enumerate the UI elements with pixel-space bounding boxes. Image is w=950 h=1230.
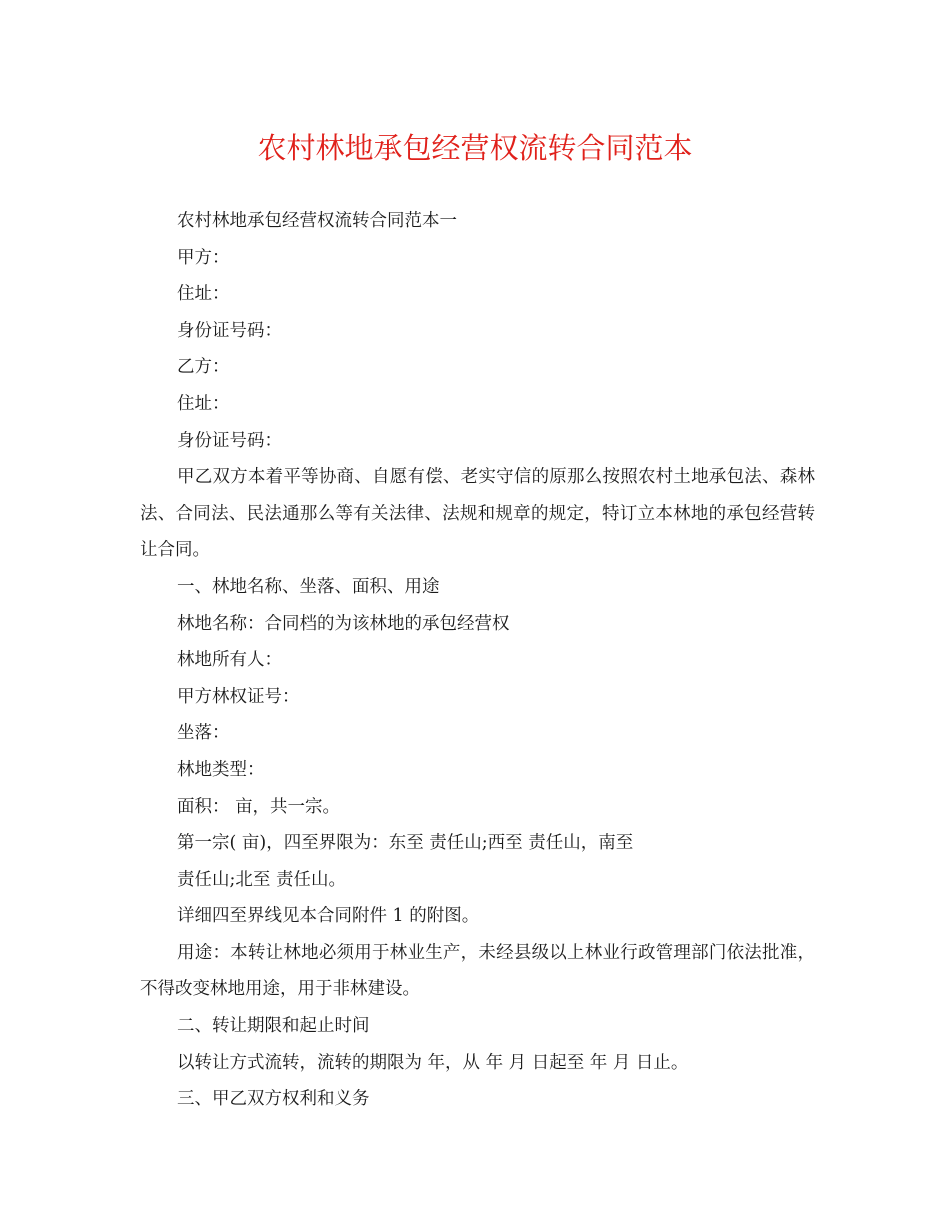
party-a-address: 住址： — [177, 284, 230, 305]
party-b-label: 乙方： — [177, 357, 230, 378]
party-a-label: 甲方： — [177, 247, 230, 268]
boundary-appendix-note: 详细四至界线见本合同附件 1 的附图。 — [177, 906, 480, 927]
contract-subtitle: 农村林地承包经营权流转合同范本一 — [177, 211, 457, 231]
forest-owner: 林地所有人： — [177, 650, 282, 671]
party-a-id-number: 身份证号码： — [177, 320, 282, 341]
usage-paragraph: 用途：本转让林地必须用于林业生产，未经县级以上林业行政管理部门依法批准，不得改变林地用途，用于非林建设。 — [140, 942, 815, 1000]
location: 坐落： — [177, 723, 230, 744]
party-b-id-number: 身份证号码： — [177, 430, 282, 451]
forest-name: 林地名称：合同档的为该林地的承包经营权 — [177, 613, 510, 634]
preamble-paragraph: 甲乙双方本着平等协商、自愿有偿、老实守信的原那么按照农村土地承包法、森林法、合同法、民法通那么等有关法律、法规和规章的规定，特订立本林地的承包经营转让合同。 — [140, 467, 815, 561]
party-b-address: 住址： — [177, 393, 230, 414]
boundary-line-2: 责任山;北至 责任山。 — [177, 869, 346, 890]
document-title: 农村林地承包经营权流转合同范本 — [257, 131, 693, 165]
section-2-heading: 二、转让期限和起止时间 — [177, 1016, 370, 1037]
document-body — [140, 203, 815, 1118]
section-1-heading: 一、林地名称、坐落、面积、用途 — [177, 576, 440, 597]
party-a-forest-certificate: 甲方林权证号： — [177, 686, 300, 707]
transfer-term: 以转让方式流转，流转的期限为 年，从 年 月 日起至 年 月 日止。 — [177, 1052, 689, 1073]
area: 面积： 亩，共一宗。 — [177, 796, 341, 817]
section-3-heading: 三、甲乙双方权利和义务 — [177, 1089, 370, 1110]
boundary-line-1: 第一宗( 亩)，四至界限为：东至 责任山;西至 责任山，南至 — [177, 833, 634, 854]
forest-type: 林地类型： — [177, 759, 265, 780]
